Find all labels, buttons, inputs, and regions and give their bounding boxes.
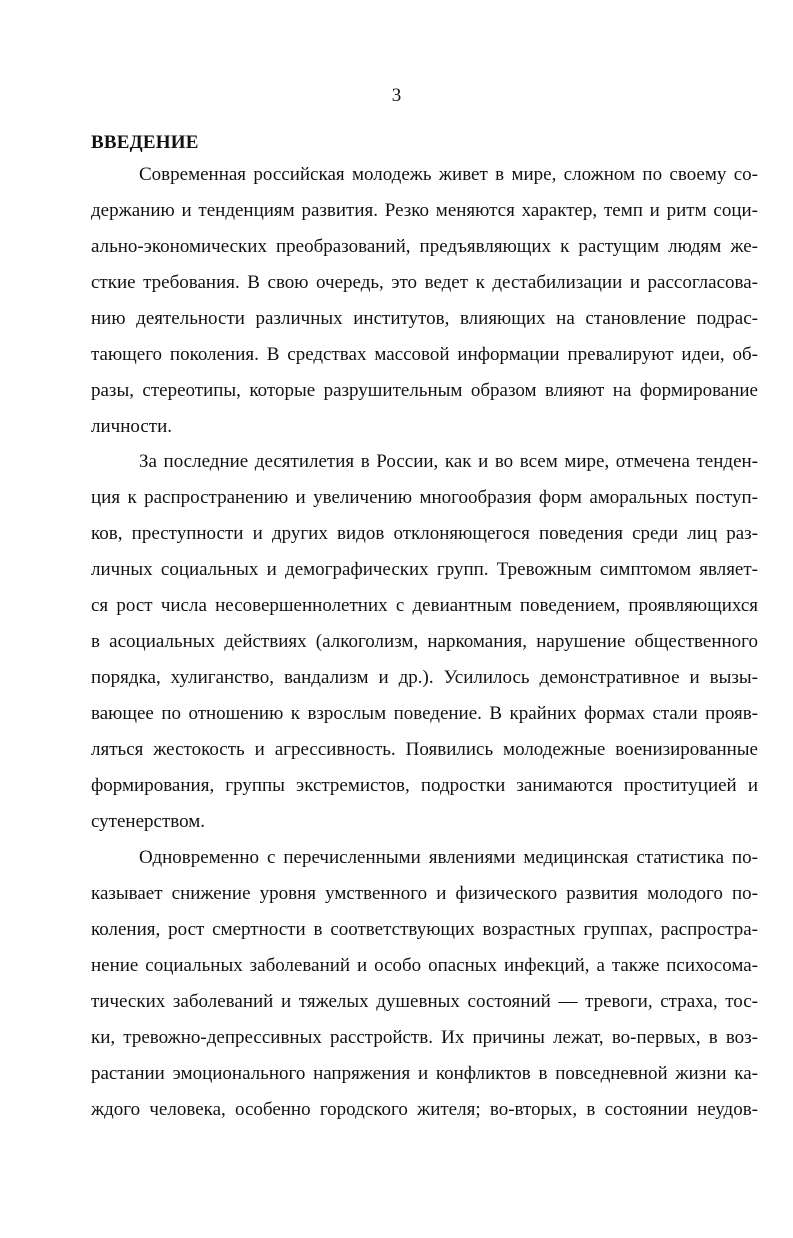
text-line: держанию и тенденциям развития. Резко меняются характер, темп и ритм соци- [91, 200, 758, 221]
text-line: формирования, группы экстремистов, подростки занимаются проституцией и [91, 775, 758, 796]
text-line: ально-экономических преобразований, предъявляющих к растущим людям же- [91, 236, 758, 257]
text-line: коления, рост смертности в соответствующих возрастных группах, распростра- [91, 919, 758, 940]
text-line: в асоциальных действиях (алкоголизм, наркомания, нарушение общественного [91, 631, 758, 652]
text-line: тающего поколения. В средствах массовой информации превалируют идеи, об- [91, 344, 758, 365]
text-line: сутенерством. [91, 811, 206, 832]
page-number: 3 [391, 85, 402, 106]
text-line: ляться жестокость и агрессивность. Появились молодежные военизированные [91, 739, 758, 760]
text-line: сткие требования. В свою очередь, это ведет к дестабилизации и рассогласова- [91, 272, 758, 293]
section-heading: ВВЕДЕНИЕ [91, 132, 199, 153]
text-line: ждого человека, особенно городского жителя; во-вторых, в состоянии неудов- [91, 1099, 758, 1120]
text-line: ков, преступности и других видов отклоняющегося поведения среди лиц раз- [91, 523, 758, 544]
text-line: личности. [91, 416, 173, 437]
text-line: личных социальных и демографических групп. Тревожным симптомом являет- [91, 559, 758, 580]
text-line: вающее по отношению к взрослым поведение. В крайних формах стали прояв- [91, 703, 758, 724]
text-line: ся рост числа несовершеннолетних с девиантным поведением, проявляющихся [91, 595, 758, 616]
text-line: нение социальных заболеваний и особо опасных инфекций, а также психосома- [91, 955, 758, 976]
text-line: нию деятельности различных институтов, влияющих на становление подрас- [91, 308, 758, 329]
text-line: растании эмоционального напряжения и конфликтов в повседневной жизни ка- [91, 1063, 758, 1084]
text-line: ки, тревожно-депрессивных расстройств. Их причины лежат, во-первых, в воз- [91, 1027, 758, 1048]
text-line: Современная российская молодежь живет в мире, сложном по своему со- [139, 164, 758, 185]
text-line: ция к распространению и увеличению многообразия форм аморальных поступ- [91, 487, 758, 508]
text-line: За последние десятилетия в России, как и во всем мире, отмечена тенден- [139, 451, 758, 472]
text-line: казывает снижение уровня умственного и физического развития молодого по- [91, 883, 758, 904]
text-line: Одновременно с перечисленными явлениями медицинская статистика по- [139, 847, 758, 868]
text-line: тических заболеваний и тяжелых душевных состояний — тревоги, страха, тос- [91, 991, 758, 1012]
text-line: разы, стереотипы, которые разрушительным образом влияют на формирование [91, 380, 758, 401]
text-line: порядка, хулиганство, вандализм и др.). Усилилось демонстративное и вызы- [91, 667, 758, 688]
